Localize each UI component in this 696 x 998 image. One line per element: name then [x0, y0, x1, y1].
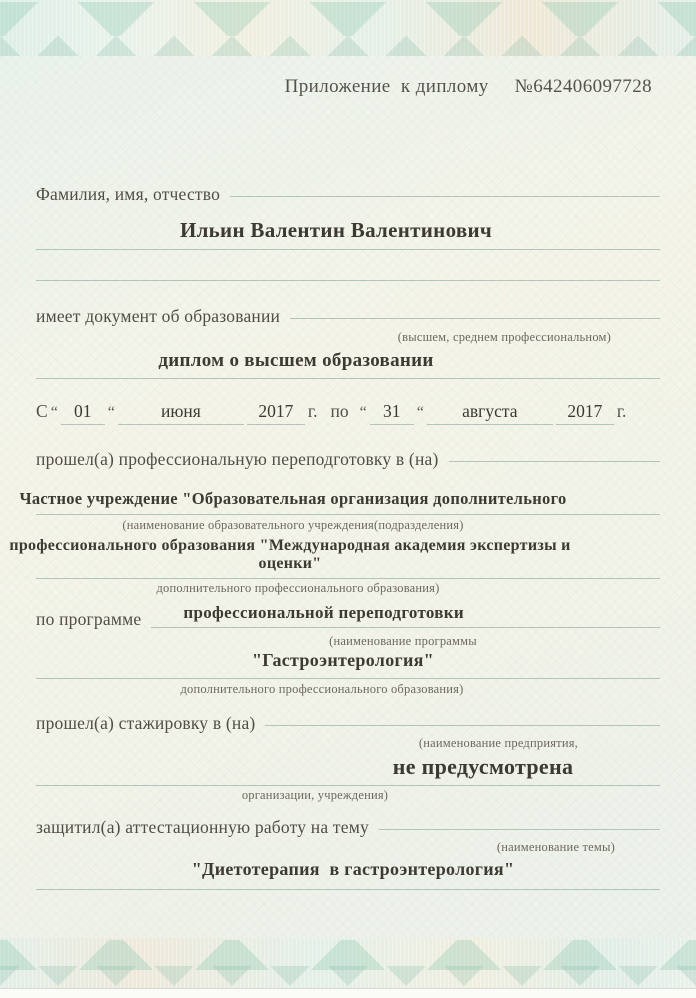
name-value: Ильин Валентин Валентинович — [179, 218, 493, 242]
institution-line1-row — [19, 489, 660, 515]
program-rule-line — [151, 603, 660, 628]
internship-label: прошел(а) стажировку в (на) — [36, 713, 256, 733]
internship-label-row — [36, 713, 660, 734]
program-value: профессиональной переподготовки — [183, 603, 464, 622]
program-row — [36, 603, 660, 631]
page-bottom-edge — [0, 988, 696, 998]
to-day-field: 31 — [370, 401, 414, 425]
close-quote: “ — [107, 404, 115, 421]
period-from-label: С — [36, 401, 48, 421]
guilloche-border-bottom — [0, 938, 696, 988]
to-month-field: августа — [427, 401, 553, 425]
name-rule-line — [230, 196, 660, 197]
retraining-rule-line — [449, 461, 660, 462]
internship-rule-line — [265, 725, 660, 726]
thesis-value-row — [36, 859, 660, 890]
period-to-label: по — [330, 401, 349, 421]
program-caption2: дополнительного профессионального образования) — [180, 682, 464, 696]
document-title: Приложение к диплому — [284, 76, 489, 97]
program-caption1: (наименование программы — [329, 634, 477, 648]
program-name: "Гастроэнтерология" — [252, 650, 434, 670]
document-header — [0, 56, 696, 98]
education-label: имеет документ об образовании — [36, 306, 281, 326]
name-value-row — [36, 218, 660, 250]
open-quote: “ — [50, 404, 58, 421]
document-body — [0, 98, 696, 938]
thesis-label-row — [36, 817, 660, 838]
institution-caption1: (наименование образовательного учреждения(подразделения) — [122, 518, 464, 532]
guilloche-border-top — [0, 0, 696, 56]
to-year-field: 2017 — [556, 401, 614, 425]
thesis-value: "Диетотерапия в гастроэнтерология" — [191, 859, 515, 879]
education-value: диплом о высшем образовании — [158, 350, 434, 371]
empty-rule-line — [36, 280, 660, 281]
education-rule-line — [290, 318, 660, 319]
institution-line2-row — [9, 537, 660, 579]
period-row — [36, 401, 660, 425]
thesis-caption: (наименование темы) — [496, 840, 615, 854]
thesis-rule-line — [379, 829, 660, 830]
program-label: по программе — [36, 609, 142, 629]
retraining-label: прошел(а) профессиональную переподготовку в (на) — [36, 449, 439, 469]
thesis-label: защитил(а) аттестационную работу на тему — [36, 817, 369, 837]
from-day-field: 01 — [61, 401, 105, 425]
institution-line1: Частное учреждение "Образовательная организация дополнительного — [19, 489, 567, 508]
education-value-row — [36, 350, 660, 379]
from-month-field: июня — [118, 401, 244, 425]
education-label-row — [36, 306, 660, 327]
institution-caption2: дополнительного профессионального образования) — [156, 581, 440, 595]
internship-value: не предусмотрена — [392, 754, 574, 779]
internship-caption1: (наименование предприятия, — [418, 736, 578, 750]
education-caption: (высшем, среднем профессиональном) — [397, 330, 611, 344]
internship-value-row — [36, 754, 660, 786]
open-quote: “ — [359, 404, 367, 421]
from-year-suffix: г. — [307, 401, 318, 421]
retraining-label-row — [36, 449, 660, 470]
name-label-row — [36, 184, 660, 205]
institution-line2: профессионального образования "Международная академия экспертизы и оценки" — [9, 537, 571, 572]
name-label: Фамилия, имя, отчество — [36, 184, 221, 204]
to-year-suffix: г. — [616, 401, 627, 421]
internship-caption2: организации, учреждения) — [241, 788, 389, 802]
program-name-row — [36, 650, 660, 679]
document-number: №642406097728 — [514, 76, 652, 97]
from-year-field: 2017 — [247, 401, 305, 425]
close-quote: “ — [416, 404, 424, 421]
